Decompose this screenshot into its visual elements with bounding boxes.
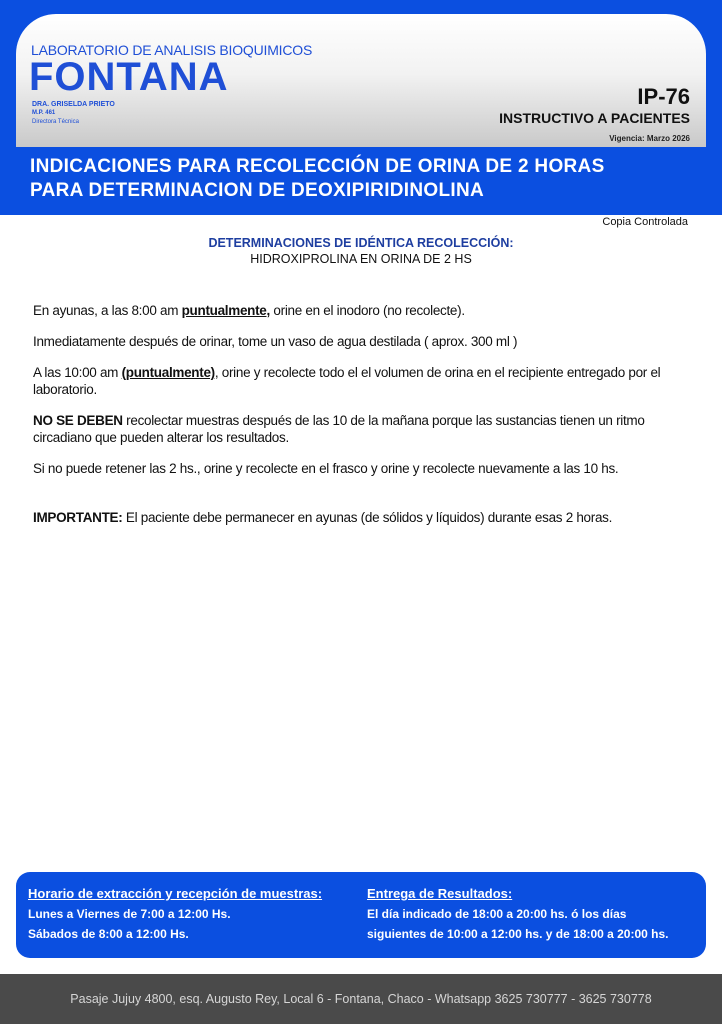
instructions-body	[33, 302, 698, 540]
title-line-1: INDICACIONES PARA RECOLECCIÓN DE ORINA DE 2 HORAS	[30, 156, 605, 177]
header-card	[16, 14, 706, 147]
title-line-2: PARA DETERMINACION DE DEOXIPIRIDINOLINA	[30, 180, 484, 201]
controlled-copy-label: Copia Controlada	[602, 216, 688, 228]
important-note	[33, 509, 698, 526]
instruction-5: Si no puede retener las 2 hs., orine y recolecte en el frasco y orine y recolecte nuevamente a las 10 hs.	[33, 461, 619, 476]
instruction-4	[33, 412, 698, 446]
lab-logo-name: FONTANA	[29, 55, 229, 99]
weekday-hours: Lunes a Viernes de 7:00 a 12:00 Hs.	[28, 907, 231, 921]
instruction-3-emphasis: (puntualmente)	[121, 365, 215, 380]
instruction-1-text-c: orine en el inodoro (no recolecte).	[269, 303, 465, 318]
director-name: DRA. GRISELDA PRIETO	[32, 101, 115, 108]
instruction-3-text-c: , orine y recolecte todo el el volumen de orina en el recipiente entregado por el laboratorio.	[33, 365, 661, 397]
instruction-1-text-a: En ayunas, a las 8:00 am	[33, 303, 182, 318]
instruction-1-emphasis: puntualmente,	[181, 303, 270, 318]
important-label: IMPORTANTE:	[33, 510, 123, 525]
schedule-box	[16, 872, 706, 958]
results-line-1: El día indicado de 18:00 a 20:00 hs. ó los días	[367, 907, 627, 921]
document-type: INSTRUCTIVO A PACIENTES	[499, 110, 690, 126]
instruction-2: Inmediatamente después de orinar, tome un vaso de agua destilada ( aprox. 300 ml )	[33, 334, 518, 349]
results-delivery-heading: Entrega de Resultados:	[367, 886, 513, 901]
important-text: El paciente debe permanecer en ayunas (de sólidos y líquidos) durante esas 2 horas.	[122, 510, 613, 525]
address-bar: Pasaje Jujuy 4800, esq. Augusto Rey, Local 6 - Fontana, Chaco - Whatsapp 3625 730777 - 3625 730778	[0, 974, 722, 1024]
director-role: Directora Técnica	[32, 119, 79, 125]
instruction-3-text-a: A las 10:00 am	[33, 365, 122, 380]
saturday-hours: Sábados de 8:00 a 12:00 Hs.	[28, 927, 189, 941]
page-title	[30, 155, 700, 203]
instruction-1	[33, 302, 698, 319]
determinations-heading: DETERMINACIONES DE IDÉNTICA RECOLECCIÓN:	[208, 236, 514, 250]
extraction-hours-heading: Horario de extracción y recepción de muestras:	[28, 886, 323, 901]
director-mp: M.P. 461	[32, 110, 56, 116]
instruction-4-emphasis: NO SE DEBEN	[33, 413, 123, 428]
instruction-3	[33, 364, 698, 398]
determinations-item: HIDROXIPROLINA EN ORINA DE 2 HS	[250, 252, 472, 266]
instruction-4-text: recolectar muestras después de las 10 de la mañana porque las sustancias tienen un ritmo circadiano que pueden alterar los resultados.	[33, 413, 645, 445]
results-delivery	[367, 884, 669, 944]
document-code: IP-76	[637, 84, 690, 109]
extraction-hours	[28, 884, 322, 944]
lab-subtitle: LABORATORIO DE ANALISIS BIOQUIMICOS	[31, 42, 313, 58]
results-line-2: siguientes de 10:00 a 12:00 hs. y de 18:00 a 20:00 hs.	[367, 927, 669, 941]
validity-date: Vigencia: Marzo 2026	[609, 134, 690, 143]
